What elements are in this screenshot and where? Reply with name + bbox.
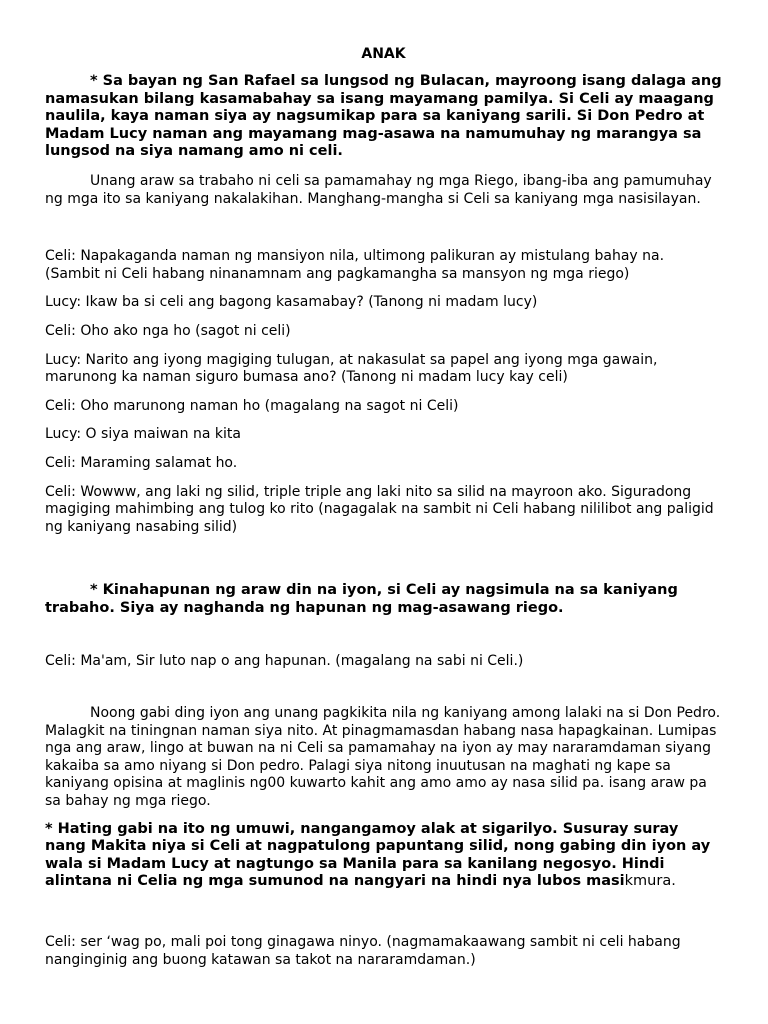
narration-paragraph-5-normal: kmura. xyxy=(624,873,676,890)
dialogue-line-10: Celi: ser ‘wag po, mali poi tong ginagawa ninyo. (nagmamakaawang sambit ni celi habang nanginginig ang buong katawan sa takot na nararamdaman.) xyxy=(45,934,681,968)
narration-paragraph-2: Unang araw sa trabaho ni celi sa pamamahay ng mga Riego, ibang-iba ang pamumuhay ng mga ito sa kaniyang nakalakihan. Manghang-mangha si Celi sa kaniyang mga nasisilayan. xyxy=(45,172,712,207)
dialogue-line-8: Celi: Wowww, ang laki ng silid, triple triple ang laki nito sa silid na mayroon ako. Siguradong magiging mahimbing ang tulog ko rito (nagagalak na sambit ni Celi habang nililibot ang paligid ng kaniyang nasabing silid) xyxy=(45,483,714,535)
narration-paragraph-5 xyxy=(45,821,722,891)
dialogue-line-2: Lucy: Ikaw ba si celi ang bagong kasamabay? (Tanong ni madam lucy) xyxy=(45,294,538,311)
dialogue-line-6: Lucy: O siya maiwan na kita xyxy=(45,426,241,443)
narration-paragraph-5-bold: * Hating gabi na ito ng umuwi, nangangamoy alak at sigarilyo. Susuray suray nang Makita niya si Celi at nagpatulong papuntang silid, nong gabing din iyon ay wala si Madam Lucy at nagtungo sa Manila para sa kanilang negosyo. Hindi alintana ni Celia ng mga sumunod na nangyari na hindi nya lubos masi xyxy=(45,820,711,890)
dialogue-line-3: Celi: Oho ako nga ho (sagot ni celi) xyxy=(45,322,291,339)
dialogue-line-5: Celi: Oho marunong naman ho (magalang na sagot ni Celi) xyxy=(45,397,459,414)
dialogue-line-1: Celi: Napakaganda naman ng mansiyon nila, ultimong palikuran ay mistulang bahay na. (Sambit ni Celi habang ninanamnam ang pagkamangha sa mansyon ng mga riego) xyxy=(45,248,665,282)
dialogue-line-7: Celi: Maraming salamat ho. xyxy=(45,454,238,471)
dialogue-line-9: Celi: Ma'am, Sir luto nap o ang hapunan. (magalang na sabi ni Celi.) xyxy=(45,653,524,670)
narration-paragraph-1: * Sa bayan ng San Rafael sa lungsod ng Bulacan, mayroong isang dalaga ang namasukan bilang kasamabahay sa isang mayamang pamilya. Si Celi ay maagang naulila, kaya naman siya ay nagsumikap para sa kaniyang sarili. Si Don Pedro at Madam Lucy naman ang mayamang mag-asawa na namumuhay ng marangya sa lungsod na siya namang amo ni celi. xyxy=(45,73,722,160)
narration-paragraph-3: * Kinahapunan ng araw din na iyon, si Celi ay nagsimula na sa kaniyang trabaho. Siya ay naghanda ng hapunan ng mag-asawang riego. xyxy=(45,582,678,616)
narration-paragraph-4: Noong gabi ding iyon ang unang pagkikita nila ng kaniyang among lalaki na si Don Pedro. Malagkit na tiningnan naman siya nito. At pinagmamasdan habang nasa hapagkainan. Lumipas nga ang araw, lingo at buwan na ni Celi sa pamamahay na iyon ay may nararamdaman siyang kakaiba sa amo niyang si Don pedro. Palagi siya nitong inuutusan na maghati ng kape sa kaniyang opisina at maglinis ng00 kuwarto kahit ang amo amo ay nasa silid pa. isang araw pa sa bahay ng mga riego. xyxy=(45,705,721,810)
document-title: ANAK xyxy=(361,46,406,62)
dialogue-line-4: Lucy: Narito ang iyong magiging tulugan, at nakasulat sa papel ang iyong mga gawain, marunong ka naman siguro bumasa ano? (Tanong ni madam lucy kay celi) xyxy=(45,351,658,386)
